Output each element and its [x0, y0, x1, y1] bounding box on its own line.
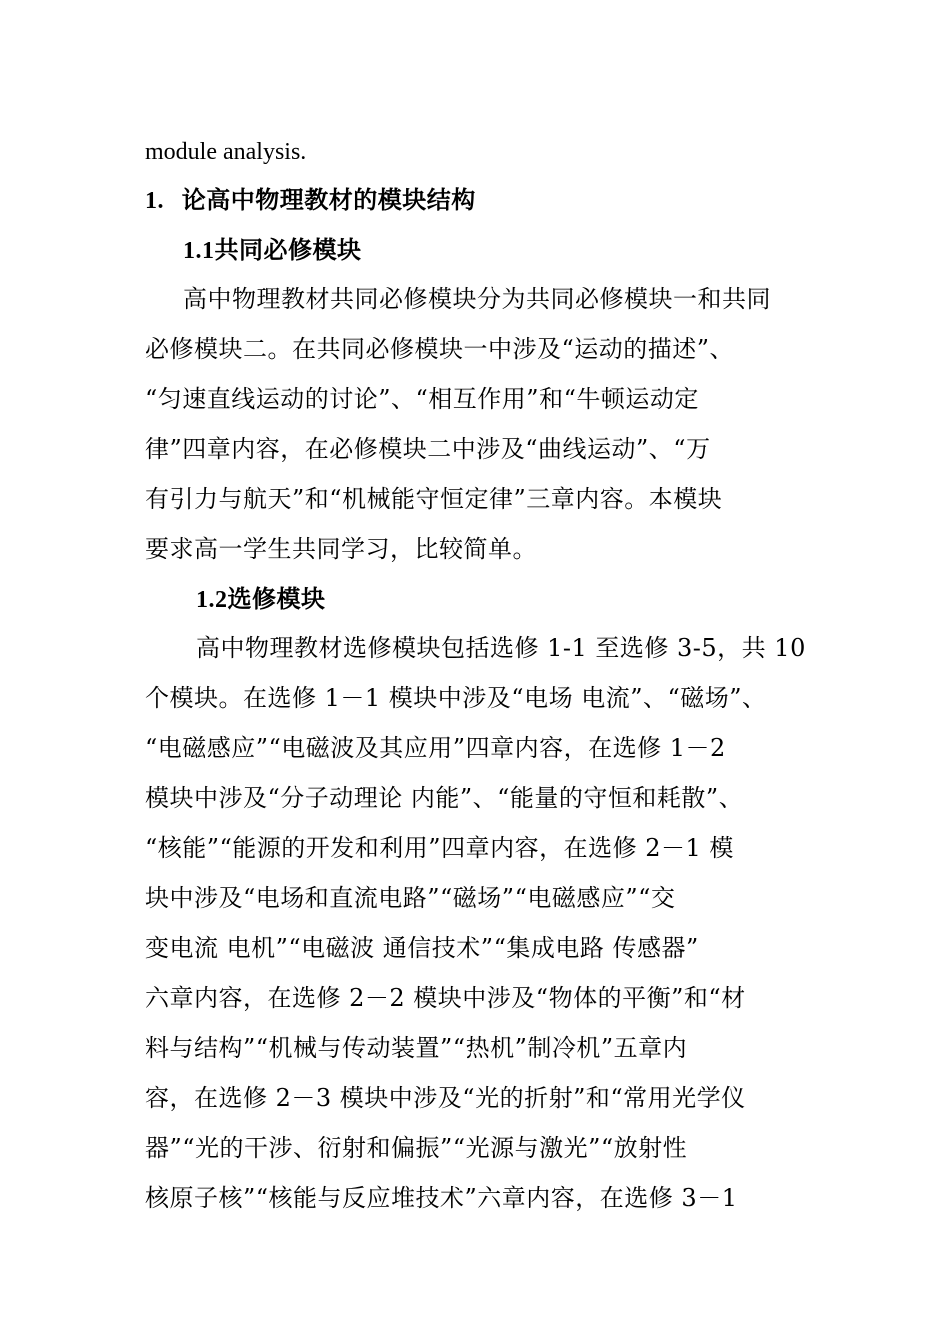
paragraph-line: “核能”“能源的开发和利用”四章内容，在选修 2－1 模	[145, 834, 734, 862]
section-1-number: 1.	[145, 188, 164, 214]
intro-tail-text: module analysis.	[145, 139, 307, 165]
paragraph-line: 料与结构”“机械与传动装置”“热机”制冷机”五章内	[145, 1034, 688, 1062]
section-1-heading	[145, 185, 815, 216]
paragraph-line: 必修模块二。在共同必修模块一中涉及“运动的描述”、	[145, 335, 735, 363]
paragraph-line: 高中物理教材选修模块包括选修 1-1 至选修 3-5，共 10	[196, 634, 806, 662]
section-1-1-number: 1.1	[183, 238, 215, 264]
section-1-1-title: 共同必修模块	[214, 236, 362, 264]
paragraph-line: 高中物理教材共同必修模块分为共同必修模块一和共同	[183, 285, 771, 313]
section-1-2-number: 1.2	[196, 587, 228, 613]
section-1-2-heading	[196, 584, 866, 615]
paragraph-line: “电磁感应”“电磁波及其应用”四章内容，在选修 1－2	[145, 734, 726, 762]
paragraph-line: 核原子核”“核能与反应堆技术”六章内容，在选修 3－1	[145, 1184, 738, 1212]
paragraph-line: 要求高一学生共同学习，比较简单。	[145, 535, 537, 563]
section-1-2-title: 选修模块	[227, 585, 326, 613]
paragraph-line: 个模块。在选修 1－1 模块中涉及“电场 电流”、“磁场”、	[145, 684, 767, 712]
paragraph-line: 模块中涉及“分子动理论 内能”、“能量的守恒和耗散”、	[145, 784, 744, 812]
paragraph-line: 器”“光的干涉、衍射和偏振”“光源与激光”“放射性	[145, 1134, 688, 1162]
paragraph-line: 块中涉及“电场和直流电路”“磁场”“电磁感应”“交	[145, 884, 676, 912]
paragraph-line: 六章内容，在选修 2－2 模块中涉及“物体的平衡”和“材	[145, 984, 746, 1012]
paragraph-line: 变电流 电机”“电磁波 通信技术”“集成电路 传感器”	[145, 934, 699, 962]
paragraph-line: 容，在选修 2－3 模块中涉及“光的折射”和“常用光学仪	[145, 1084, 746, 1112]
paragraph-line: 有引力与航天”和“机械能守恒定律”三章内容。本模块	[145, 485, 723, 513]
paragraph-line: 律”四章内容，在必修模块二中涉及“曲线运动”、“万	[145, 435, 711, 463]
paragraph-line: “匀速直线运动的讨论”、“相互作用”和“牛顿运动定	[145, 385, 699, 413]
section-1-1-heading	[183, 235, 853, 266]
section-1-title: 论高中物理教材的模块结构	[181, 186, 476, 214]
